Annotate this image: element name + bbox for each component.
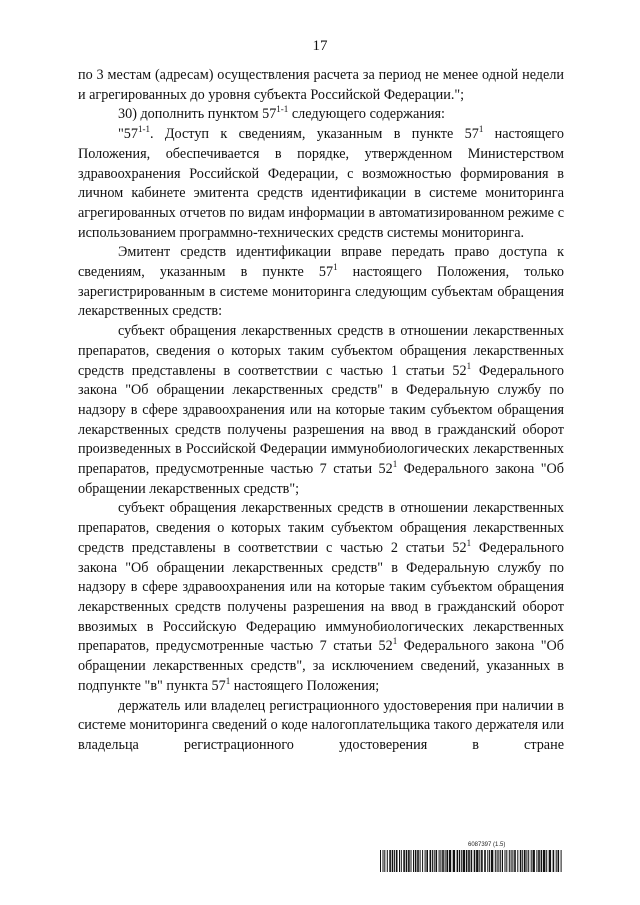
- text-segment: держатель или владелец регистрационного удостоверения при наличии в системе мониторинга сведений о коде налогоплательщика такого держателя или владельца регистрационного удостоверения в стране: [78, 697, 564, 753]
- page-number: 17: [312, 38, 328, 54]
- text-segment: Федерального закона "Об обращении лекарственных средств" в Федеральную службу по надзору в сфере здравоохранения или на которые таким субъектом обращения лекарственных средств получены разрешения на ввод в гражданский оборот произведенных в Российской Федерации иммунобиологических лекарственных препаратов, предусмотренные частью 7 статьи 52: [78, 362, 564, 478]
- text-segment: субъект обращения лекарственных средств в отношении лекарственных препаратов, сведения о которых таким субъектом обращения лекарственных средств представлены в соответствии с частью 2 статьи 52: [78, 500, 564, 556]
- text-segment: "57: [118, 126, 138, 143]
- text-segment: . Доступ к сведениям, указанным в пункте 57: [149, 126, 479, 143]
- superscript: 1-1: [276, 104, 289, 115]
- text-segment: настоящего Положения, только зарегистрированным в системе мониторинга следующим субъектам обращения лекарственных средств:: [78, 264, 564, 320]
- superscript: 1-1: [137, 124, 150, 135]
- text-segment: Эмитент средств идентификации вправе передать право доступа к сведениям, указанным в пункте 57: [78, 244, 564, 281]
- text-segment: настоящего Положения;: [230, 677, 380, 694]
- paragraph-p4: [78, 243, 564, 322]
- paragraph-p3: [78, 125, 564, 243]
- superscript: 1: [392, 636, 398, 647]
- superscript: 1: [392, 459, 398, 470]
- superscript: 1: [466, 537, 472, 548]
- text-segment: Федерального закона "Об обращении лекарственных средств";: [78, 461, 564, 497]
- superscript: 1: [466, 360, 472, 371]
- document-code: 6087397 (1.5): [468, 842, 506, 848]
- text-segment: субъект обращения лекарственных средств в отношении лекарственных препаратов, сведения о которых таким субъектом обращения лекарственных средств представлены в соответствии с частью 1 статьи 52: [78, 323, 564, 379]
- document-body: [78, 66, 564, 756]
- superscript: 1: [333, 262, 338, 273]
- text-segment: по 3 местам (адресам) осуществления расчета за период не менее одной недели и агрегированных до уровня субъекта Российской Федерации.";: [78, 67, 564, 103]
- text-segment: следующего содержания:: [288, 106, 445, 123]
- barcode-image: [380, 850, 564, 872]
- text-segment: 30) дополнить пунктом 57: [118, 106, 277, 123]
- paragraph-p2: [78, 105, 564, 125]
- paragraph-p1: [78, 66, 564, 105]
- superscript: 1: [225, 675, 231, 686]
- paragraph-p6: [78, 499, 564, 696]
- text-segment: настоящего Положения, обеспечивается в порядке, утвержденном Министерством здравоохранения Российской Федерации, с возможностью формирования в личном кабинете эмитента средств идентификации в системе мониторинга агрегированных отчетов по видам информации в автоматизированном режиме с использованием программно-технических средств системы мониторинга.: [78, 126, 564, 241]
- superscript: 1: [478, 124, 484, 135]
- text-segment: Федерального закона "Об обращении лекарственных средств", за исключением сведений, указанных в подпункте "в" пункта 57: [78, 638, 564, 694]
- text-segment: Федерального закона "Об обращении лекарственных средств" в Федеральную службу по надзору в сфере здравоохранения или на которые таким субъектом обращения лекарственных средств получены разрешения на ввод в гражданский оборот ввозимых в Российскую Федерацию иммунобиологических лекарственных препаратов, предусмотренные частью 7 статьи 52: [78, 539, 564, 655]
- paragraph-p7: [78, 697, 564, 756]
- paragraph-p5: [78, 322, 564, 499]
